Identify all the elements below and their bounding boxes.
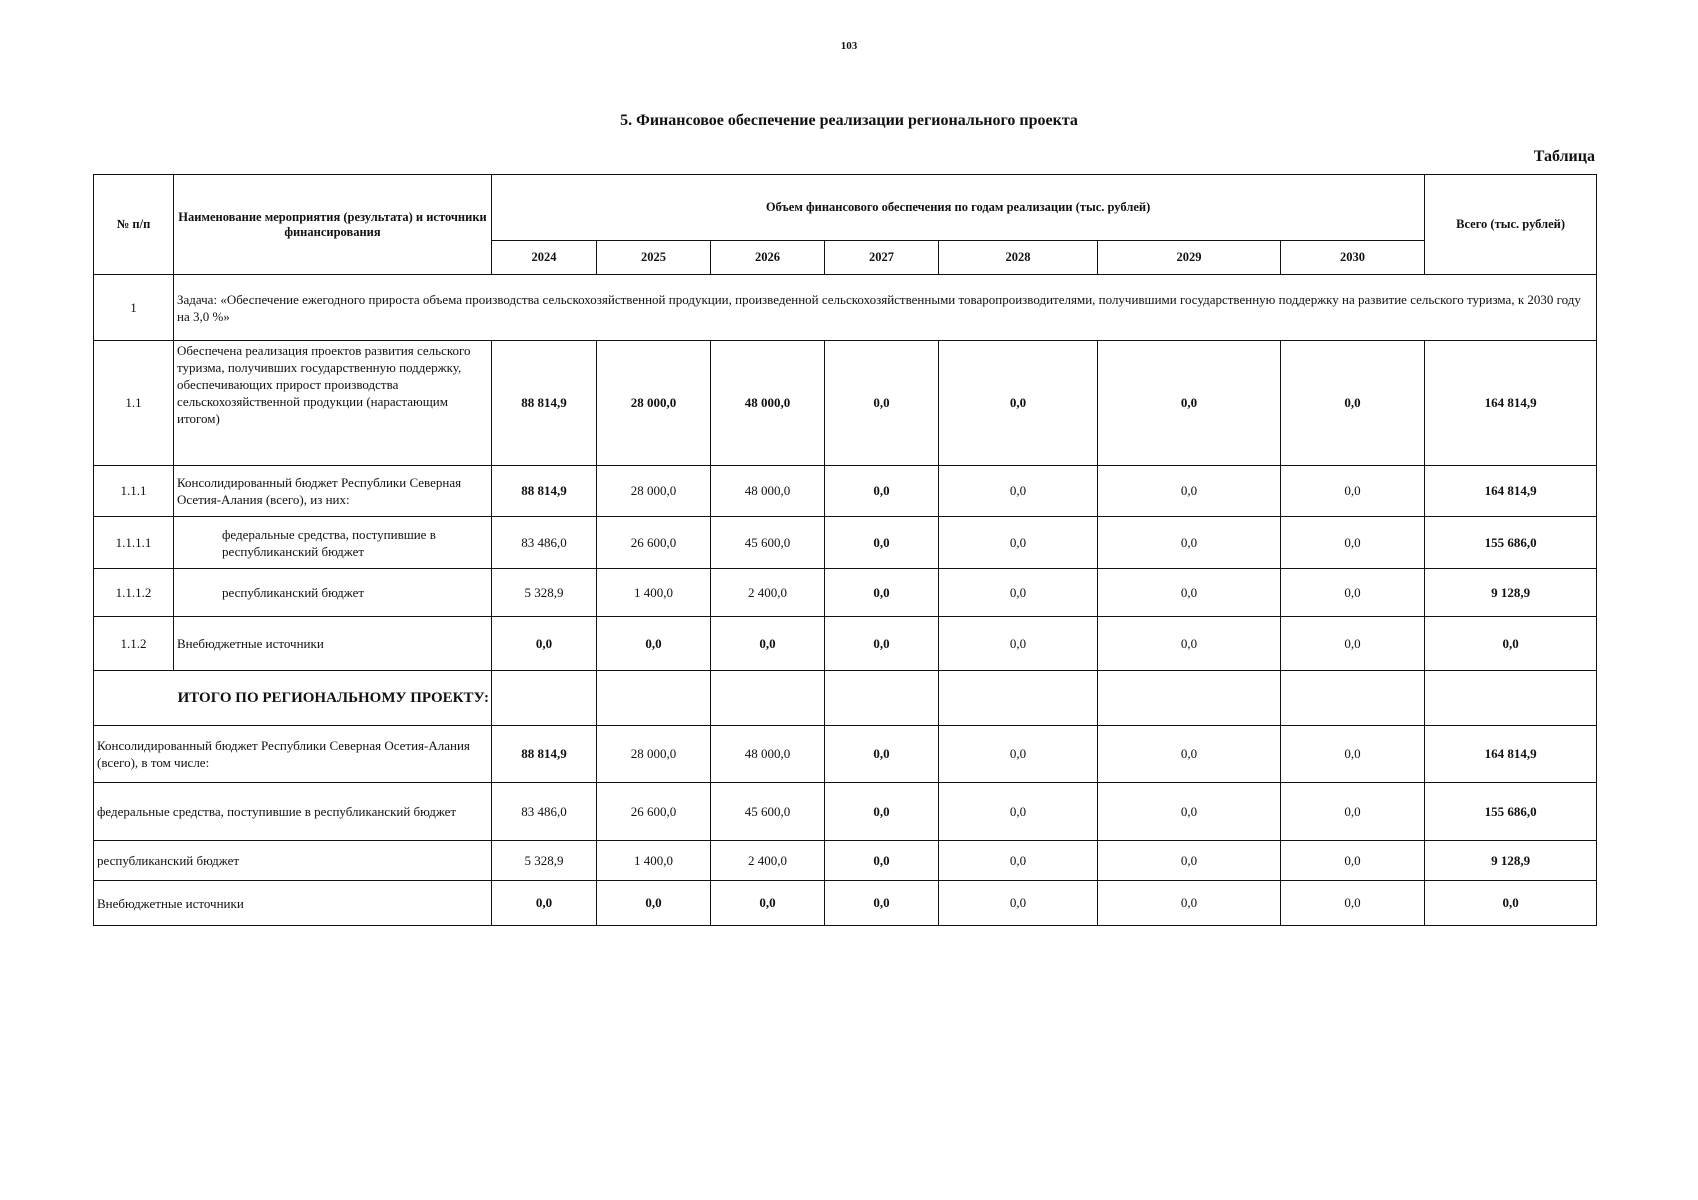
value-cell: 0,0: [939, 783, 1098, 841]
total-cell: 9 128,9: [1425, 569, 1597, 617]
summary-row: [94, 726, 1597, 783]
value-cell: 0,0: [939, 881, 1098, 926]
value-cell: 0,0: [939, 341, 1098, 466]
value-cell: 0,0: [597, 617, 711, 671]
row-name: Обеспечена реализация проектов развития сельского туризма, получивших государственную поддержку, обеспечивающих прирост производства сельскохозяйственной продукции (нарастающим итогом): [174, 341, 492, 466]
row-name: Консолидированный бюджет Республики Северная Осетия-Алания (всего), из них:: [174, 466, 492, 517]
summary-name: республиканский бюджет: [94, 841, 492, 881]
empty-cell: [597, 671, 711, 726]
value-cell: 26 600,0: [597, 517, 711, 569]
value-cell: 0,0: [1281, 726, 1425, 783]
value-cell: 26 600,0: [597, 783, 711, 841]
value-cell: 28 000,0: [597, 341, 711, 466]
task-num: 1: [94, 275, 174, 341]
value-cell: 88 814,9: [492, 726, 597, 783]
total-cell: 9 128,9: [1425, 841, 1597, 881]
total-cell: 164 814,9: [1425, 466, 1597, 517]
task-text: Задача: «Обеспечение ежегодного прироста объема производства сельскохозяйственной продукции, произведенной сельскохозяйственными товаропроизводителями, получившими государственную поддержку на развитие сельского туризма, к 2030 году на 3,0 %»: [174, 275, 1597, 341]
value-cell: 0,0: [1098, 341, 1281, 466]
summary-name: Внебюджетные источники: [94, 881, 492, 926]
value-cell: 0,0: [825, 517, 939, 569]
financing-table: [93, 174, 1597, 926]
value-cell: 0,0: [939, 569, 1098, 617]
value-cell: 0,0: [492, 617, 597, 671]
value-cell: 0,0: [1281, 517, 1425, 569]
value-cell: 2 400,0: [711, 569, 825, 617]
value-cell: 0,0: [1281, 783, 1425, 841]
table-caption: Таблица: [1533, 148, 1595, 165]
value-cell: 2 400,0: [711, 841, 825, 881]
summary-name: федеральные средства, поступившие в республиканский бюджет: [94, 783, 492, 841]
empty-cell: [492, 671, 597, 726]
value-cell: 0,0: [825, 569, 939, 617]
summary-name: Консолидированный бюджет Республики Северная Осетия-Алания (всего), в том числе:: [94, 726, 492, 783]
header-total: Всего (тыс. рублей): [1425, 175, 1597, 275]
itogo-row: [94, 671, 1597, 726]
empty-cell: [939, 671, 1098, 726]
empty-cell: [825, 671, 939, 726]
value-cell: 0,0: [825, 341, 939, 466]
header-name: Наименование мероприятия (результата) и источники финансирования: [174, 175, 492, 275]
row-num: 1.1.1.2: [94, 569, 174, 617]
value-cell: 28 000,0: [597, 726, 711, 783]
total-cell: 0,0: [1425, 617, 1597, 671]
header-row: [94, 175, 1597, 241]
row-num: 1.1.1.1: [94, 517, 174, 569]
value-cell: 0,0: [1098, 517, 1281, 569]
value-cell: 83 486,0: [492, 517, 597, 569]
value-cell: 28 000,0: [597, 466, 711, 517]
page-number: 103: [840, 40, 858, 52]
empty-cell: [1098, 671, 1281, 726]
total-cell: 164 814,9: [1425, 341, 1597, 466]
value-cell: 0,0: [711, 881, 825, 926]
empty-cell: [711, 671, 825, 726]
summary-row: [94, 881, 1597, 926]
value-cell: 83 486,0: [492, 783, 597, 841]
value-cell: 0,0: [825, 841, 939, 881]
header-year: 2025: [597, 241, 711, 275]
value-cell: 0,0: [825, 617, 939, 671]
value-cell: 0,0: [825, 466, 939, 517]
value-cell: 0,0: [1098, 466, 1281, 517]
value-cell: 48 000,0: [711, 466, 825, 517]
value-cell: 0,0: [711, 617, 825, 671]
total-cell: 164 814,9: [1425, 726, 1597, 783]
header-year: 2030: [1281, 241, 1425, 275]
summary-row: [94, 783, 1597, 841]
table-row: [94, 466, 1597, 517]
table-row: [94, 617, 1597, 671]
row-num: 1.1.2: [94, 617, 174, 671]
table-row: [94, 517, 1597, 569]
value-cell: 45 600,0: [711, 783, 825, 841]
value-cell: 88 814,9: [492, 341, 597, 466]
value-cell: 0,0: [939, 617, 1098, 671]
value-cell: 48 000,0: [711, 726, 825, 783]
task-row: [94, 275, 1597, 341]
value-cell: 0,0: [939, 841, 1098, 881]
total-cell: 155 686,0: [1425, 517, 1597, 569]
section-title: 5. Финансовое обеспечение реализации регионального проекта: [620, 112, 1078, 129]
row-name: республиканский бюджет: [174, 569, 492, 617]
value-cell: 88 814,9: [492, 466, 597, 517]
value-cell: 0,0: [1098, 617, 1281, 671]
value-cell: 0,0: [597, 881, 711, 926]
header-volume: Объем финансового обеспечения по годам реализации (тыс. рублей): [492, 175, 1425, 241]
value-cell: 0,0: [1281, 841, 1425, 881]
table-row: [94, 341, 1597, 466]
value-cell: 1 400,0: [597, 841, 711, 881]
value-cell: 0,0: [1281, 881, 1425, 926]
value-cell: 5 328,9: [492, 569, 597, 617]
row-name: федеральные средства, поступившие в республиканский бюджет: [174, 517, 492, 569]
row-name: Внебюджетные источники: [174, 617, 492, 671]
header-year: 2029: [1098, 241, 1281, 275]
value-cell: 1 400,0: [597, 569, 711, 617]
header-num: № п/п: [94, 175, 174, 275]
value-cell: 0,0: [939, 517, 1098, 569]
value-cell: 48 000,0: [711, 341, 825, 466]
value-cell: 0,0: [1281, 617, 1425, 671]
value-cell: 0,0: [1281, 341, 1425, 466]
total-cell: 0,0: [1425, 881, 1597, 926]
value-cell: 45 600,0: [711, 517, 825, 569]
header-year: 2027: [825, 241, 939, 275]
empty-cell: [1425, 671, 1597, 726]
value-cell: 0,0: [825, 881, 939, 926]
row-num: 1.1: [94, 341, 174, 466]
empty-cell: [1281, 671, 1425, 726]
value-cell: 0,0: [1098, 783, 1281, 841]
value-cell: 0,0: [1098, 726, 1281, 783]
header-year: 2024: [492, 241, 597, 275]
value-cell: 5 328,9: [492, 841, 597, 881]
itogo-label: ИТОГО ПО РЕГИОНАЛЬНОМУ ПРОЕКТУ:: [94, 671, 492, 726]
summary-row: [94, 841, 1597, 881]
total-cell: 155 686,0: [1425, 783, 1597, 841]
header-year: 2028: [939, 241, 1098, 275]
table-row: [94, 569, 1597, 617]
value-cell: 0,0: [1281, 569, 1425, 617]
value-cell: 0,0: [1098, 569, 1281, 617]
value-cell: 0,0: [492, 881, 597, 926]
value-cell: 0,0: [939, 726, 1098, 783]
value-cell: 0,0: [1098, 881, 1281, 926]
value-cell: 0,0: [1098, 841, 1281, 881]
value-cell: 0,0: [825, 726, 939, 783]
value-cell: 0,0: [939, 466, 1098, 517]
header-year: 2026: [711, 241, 825, 275]
value-cell: 0,0: [825, 783, 939, 841]
value-cell: 0,0: [1281, 466, 1425, 517]
row-num: 1.1.1: [94, 466, 174, 517]
